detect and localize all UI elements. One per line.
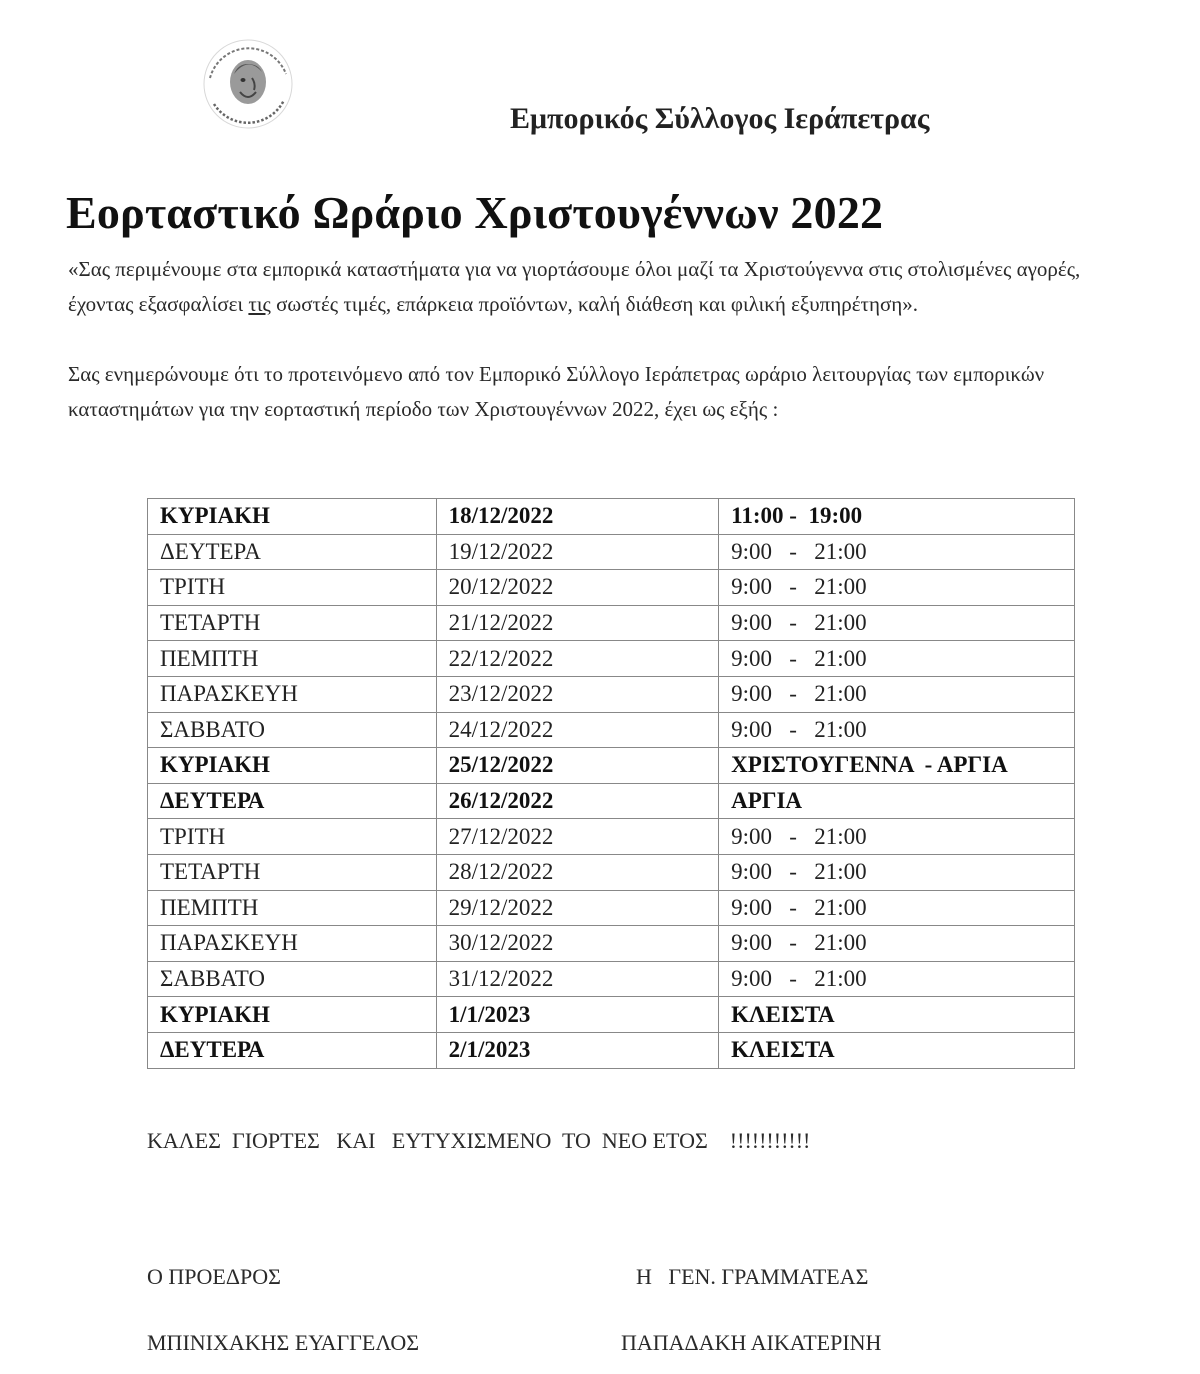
day-cell: ΤΕΤΑΡΤΗ <box>148 605 437 641</box>
date-cell: 30/12/2022 <box>436 926 719 962</box>
date-cell: 31/12/2022 <box>436 961 719 997</box>
date-cell: 20/12/2022 <box>436 570 719 606</box>
president-name: ΜΠΙΝΙΧΑΚΗΣ ΕΥΑΓΓΕΛΟΣ <box>147 1330 420 1355</box>
table-row <box>148 783 1075 819</box>
date-cell: 21/12/2022 <box>436 605 719 641</box>
day-cell: ΣΑΒΒΑΤΟ <box>148 961 437 997</box>
intro-paragraph-2: Σας ενημερώνουμε ότι το προτεινόμενο από τον Εμπορικό Σύλλογο Ιεράπετρας ωράριο λειτουργίας των εμπορικών καταστημάτων για την εορταστική περίοδο των Χριστουγέννων 2022, έχει ως εξής : <box>68 362 1045 421</box>
date-cell: 22/12/2022 <box>436 641 719 677</box>
document-title: Εορταστικό Ωράριο Χριστουγέννων 2022 <box>66 187 884 238</box>
intro-paragraph-1 <box>68 252 1138 321</box>
date-cell: 23/12/2022 <box>436 676 719 712</box>
table-row <box>148 676 1075 712</box>
president-role: Ο ΠΡΟΕΔΡΟΣ <box>147 1264 281 1289</box>
day-cell: ΤΕΤΑΡΤΗ <box>148 854 437 890</box>
intro-underlined-word: τις <box>248 291 271 316</box>
table-row <box>148 819 1075 855</box>
hours-cell: 9:00 - 21:00 <box>719 926 1075 962</box>
hours-cell: 9:00 - 21:00 <box>719 854 1075 890</box>
table-row <box>148 997 1075 1033</box>
secretary-role: Η ΓΕΝ. ΓΡΑΜΜΑΤΕΑΣ <box>636 1264 869 1289</box>
hours-cell: 9:00 - 21:00 <box>719 961 1075 997</box>
day-cell: ΔΕΥΤΕΡΑ <box>148 783 437 819</box>
hours-cell: ΑΡΓΙΑ <box>719 783 1075 819</box>
day-cell: ΠΕΜΠΤΗ <box>148 890 437 926</box>
table-row <box>148 1032 1075 1068</box>
table-row <box>148 534 1075 570</box>
day-cell: ΔΕΥΤΕΡΑ <box>148 534 437 570</box>
hours-cell: 9:00 - 21:00 <box>719 534 1075 570</box>
association-name: Εμπορικός Σύλλογος Ιεράπετρας <box>510 102 930 135</box>
day-cell: ΚΥΡΙΑΚΗ <box>148 499 437 535</box>
intro-text-end: σωστές τιμές, επάρκεια προϊόντων, καλή διάθεση και φιλική εξυπηρέτηση». <box>270 291 919 316</box>
date-cell: 28/12/2022 <box>436 854 719 890</box>
hours-cell: 11:00 - 19:00 <box>719 499 1075 535</box>
holiday-schedule-table <box>147 498 1075 1069</box>
day-cell: ΠΕΜΠΤΗ <box>148 641 437 677</box>
hours-cell: ΚΛΕΙΣΤΑ <box>719 997 1075 1033</box>
hours-cell: 9:00 - 21:00 <box>719 605 1075 641</box>
table-row <box>148 712 1075 748</box>
day-cell: ΣΑΒΒΑΤΟ <box>148 712 437 748</box>
table-row <box>148 890 1075 926</box>
table-row <box>148 748 1075 784</box>
day-cell: ΚΥΡΙΑΚΗ <box>148 748 437 784</box>
hours-cell: 9:00 - 21:00 <box>719 641 1075 677</box>
date-cell: 1/1/2023 <box>436 997 719 1033</box>
table-row <box>148 641 1075 677</box>
hours-cell: ΧΡΙΣΤΟΥΓΕΝΝΑ - ΑΡΓΙΑ <box>719 748 1075 784</box>
day-cell: ΠΑΡΑΣΚΕΥΗ <box>148 926 437 962</box>
date-cell: 27/12/2022 <box>436 819 719 855</box>
secretary-name: ΠΑΠΑΔΑΚΗ ΑΙΚΑΤΕΡΙΝΗ <box>621 1330 882 1355</box>
association-seal-logo <box>196 34 300 134</box>
date-cell: 19/12/2022 <box>436 534 719 570</box>
table-row <box>148 570 1075 606</box>
date-cell: 18/12/2022 <box>436 499 719 535</box>
hours-cell: ΚΛΕΙΣΤΑ <box>719 1032 1075 1068</box>
date-cell: 29/12/2022 <box>436 890 719 926</box>
day-cell: ΔΕΥΤΕΡΑ <box>148 1032 437 1068</box>
date-cell: 26/12/2022 <box>436 783 719 819</box>
hours-cell: 9:00 - 21:00 <box>719 890 1075 926</box>
table-row <box>148 854 1075 890</box>
hours-cell: 9:00 - 21:00 <box>719 712 1075 748</box>
date-cell: 24/12/2022 <box>436 712 719 748</box>
table-row <box>148 961 1075 997</box>
date-cell: 2/1/2023 <box>436 1032 719 1068</box>
holiday-wishes: ΚΑΛΕΣ ΓΙΟΡΤΕΣ ΚΑΙ ΕΥΤΥΧΙΣΜΕΝΟ ΤΟ ΝΕΟ ΕΤΟΣ !!!!!!!!!!! <box>147 1128 811 1153</box>
table-row <box>148 499 1075 535</box>
hours-cell: 9:00 - 21:00 <box>719 570 1075 606</box>
date-cell: 25/12/2022 <box>436 748 719 784</box>
day-cell: ΤΡΙΤΗ <box>148 819 437 855</box>
hours-cell: 9:00 - 21:00 <box>719 819 1075 855</box>
intro-text-start: «Σας περιμένουμε στα εμπορικά καταστήματα για να γιορτάσουμε όλοι μαζί τα Χριστούγεννα στις στολισμένες αγορές, έχοντας εξασφαλίσει <box>68 257 1081 316</box>
hours-cell: 9:00 - 21:00 <box>719 676 1075 712</box>
day-cell: ΤΡΙΤΗ <box>148 570 437 606</box>
day-cell: ΠΑΡΑΣΚΕΥΗ <box>148 676 437 712</box>
table-row <box>148 926 1075 962</box>
table-row <box>148 605 1075 641</box>
day-cell: ΚΥΡΙΑΚΗ <box>148 997 437 1033</box>
